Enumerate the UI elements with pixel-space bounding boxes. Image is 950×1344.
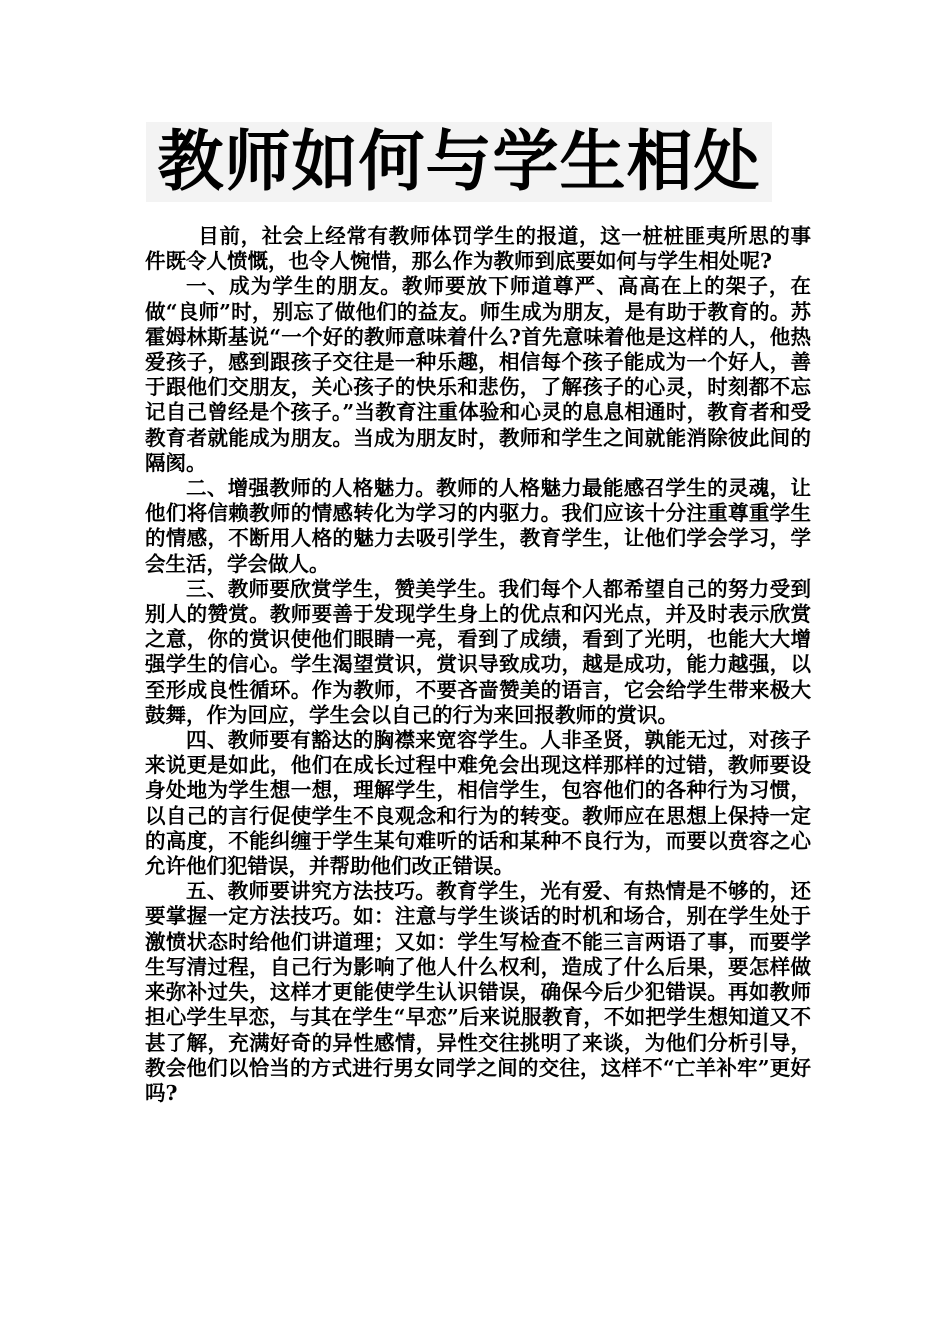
paragraph-section-2: 二、增强教师的人格魅力。教师的人格魅力最能感召学生的灵魂，让他们将信赖教师的情感转化为学习的内驱力。我们应该十分注重尊重学生的情感，不断用人格的魅力去吸引学生，教育学生，让他们学会学习，学会生活，学会做人。 [145,476,811,576]
document-title: 教师如何与学生相处 [157,123,761,200]
paragraph-intro: 目前，社会上经常有教师体罚学生的报道，这一桩桩匪夷所思的事件既令人愤慨，也令人惋惜，那么作为教师到底要如何与学生相处呢? [145,224,811,274]
paragraph-section-3: 三、教师要欣赏学生，赞美学生。我们每个人都希望自己的努力受到别人的赞赏。教师要善于发现学生身上的优点和闪光点，并及时表示欣赏之意，你的赏识使他们眼睛一亮，看到了成绩，看到了光明，也能大大增强学生的信心。学生渴望赏识，赏识导致成功，越是成功，能力越强，以至形成良性循环。作为教师，不要吝啬赞美的语言，它会给学生带来极大鼓舞，作为回应，学生会以自己的行为来回报教师的赏识。 [145,576,811,727]
paragraph-section-4: 四、教师要有豁达的胸襟来宽容学生。人非圣贤，孰能无过，对孩子来说更是如此，他们在成长过程中难免会出现这样那样的过错，教师要设身处地为学生想一想，理解学生，相信学生，包容他们的各种行为习惯，以自己的言行促使学生不良观念和行为的转变。教师应在思想上保持一定的高度，不能纠缠于学生某句难听的话和某种不良行为，而要以贲容之心允许他们犯错误，并帮助他们改正错误。 [145,728,811,879]
paragraph-section-1: 一、成为学生的朋友。教师要放下师道尊严、高高在上的架子，在做“良师”时，别忘了做他们的益友。师生成为朋友，是有助于教育的。苏霍姆林斯基说“一个好的教师意味着什么?首先意味着他是这样的人，他热爱孩子，感到跟孩子交往是一种乐趣，相信每个孩子能成为一个好人，善于跟他们交朋友，关心孩子的快乐和悲伤，了解孩子的心灵，时刻都不忘记自己曾经是个孩子。”当教育注重体验和心灵的息息相通时，教育者和受教育者就能成为朋友。当成为朋友时，教师和学生之间就能消除彼此间的隔阂。 [145,274,811,475]
document-body [145,224,811,1106]
paragraph-section-5: 五、教师要讲究方法技巧。教育学生，光有爱、有热情是不够的，还要掌握一定方法技巧。如：注意与学生谈话的时机和场合，别在学生处于激愤状态时给他们讲道理；又如：学生写检查不能三言两语了事，而要学生写清过程，自己行为影响了他人什么权利，造成了什么后果，要怎样做来弥补过失，这样才更能使学生认识错误，确保今后少犯错误。再如教师担心学生早恋，与其在学生“早恋”后来说服教育，不如把学生想知道又不甚了解，充满好奇的异性感情，异性交往挑明了来谈，为他们分析引导，教会他们以恰当的方式进行男女同学之间的交往，这样不“亡羊补牢”更好吗? [145,879,811,1105]
